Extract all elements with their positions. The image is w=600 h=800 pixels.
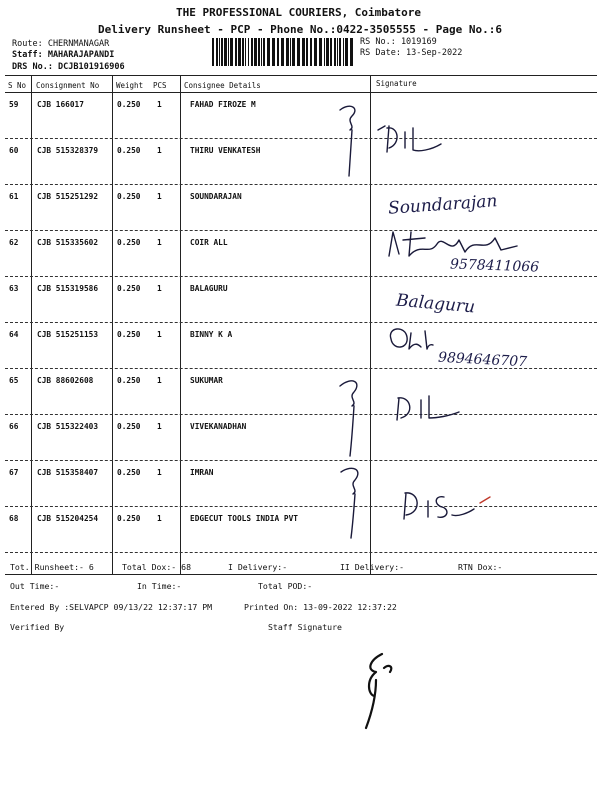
row-separator	[5, 552, 597, 553]
barcode-bar	[221, 38, 223, 66]
row-sno: 59	[9, 100, 19, 109]
row-consignee: THIRU VENKATESH	[190, 146, 261, 155]
row-separator	[5, 322, 597, 323]
row-pcs: 1	[157, 284, 162, 293]
row-consignee: SUKUMAR	[190, 376, 223, 385]
barcode-bar	[339, 38, 341, 66]
barcode-bar	[292, 38, 295, 66]
row-pcs: 1	[157, 514, 162, 523]
row-consignee: EDGECUT TOOLS INDIA PVT	[190, 514, 298, 523]
row-pcs: 1	[157, 146, 162, 155]
row-separator	[5, 184, 597, 185]
handwritten-phone-64: 9894646707	[437, 349, 528, 371]
barcode-bar	[245, 38, 246, 66]
row-sno: 67	[9, 468, 19, 477]
barcode-bar	[267, 38, 270, 66]
row-consignee: FAHAD FIROZE M	[190, 100, 256, 109]
col-header-signature: Signature	[376, 79, 417, 88]
barcode-bar	[251, 38, 253, 66]
ii-delivery: II Delivery:-	[340, 562, 405, 572]
handwritten-soundarajan: Soundarajan	[387, 191, 498, 219]
col-divider-2	[112, 75, 113, 575]
signature-initials-65	[393, 390, 463, 424]
printed-on: Printed On: 13-09-2022 12:37:22	[244, 602, 397, 612]
signature-scribble-65	[332, 374, 372, 460]
row-weight: 0.250	[117, 376, 141, 385]
row-consignment-no: CJB 515251292	[37, 192, 99, 201]
barcode-bar	[290, 38, 291, 66]
rs-date: RS Date: 13-Sep-2022	[360, 48, 463, 58]
row-consignee: BALAGURU	[190, 284, 228, 293]
barcode-bar	[314, 38, 317, 66]
row-pcs: 1	[157, 422, 162, 431]
barcode-bar	[277, 38, 279, 66]
row-separator	[5, 414, 597, 415]
barcode-bar	[263, 38, 265, 66]
entered-by: Entered By :SELVAPCP 09/13/22 12:37:17 PM	[10, 602, 213, 612]
col-header-consignment: Consignment No	[36, 81, 100, 90]
staff-signature-label: Staff Signature	[268, 622, 342, 632]
row-separator	[5, 138, 597, 139]
row-weight: 0.250	[117, 238, 141, 247]
row-weight: 0.250	[117, 330, 141, 339]
barcode-graphic	[212, 38, 354, 66]
row-sno: 65	[9, 376, 19, 385]
row-consignment-no: CJB 515251153	[37, 330, 99, 339]
row-consignment-no: CJB 515322403	[37, 422, 99, 431]
barcode-bar	[272, 38, 275, 66]
barcode-bar	[319, 38, 322, 66]
col-header-pcs: PCS	[153, 81, 167, 90]
barcode-bar	[224, 38, 227, 66]
row-weight: 0.250	[117, 146, 141, 155]
row-weight: 0.250	[117, 192, 141, 201]
staff-label: Staff: MAHARAJAPANDI	[12, 50, 115, 60]
row-weight: 0.250	[117, 284, 141, 293]
barcode-bar	[326, 38, 329, 66]
row-consignee: VIVEKANADHAN	[190, 422, 247, 431]
row-sno: 61	[9, 192, 19, 201]
row-weight: 0.250	[117, 100, 141, 109]
row-separator	[5, 460, 597, 461]
row-sno: 68	[9, 514, 19, 523]
row-consignment-no: CJB 515204254	[37, 514, 99, 523]
row-consignment-no: CJB 515335602	[37, 238, 99, 247]
barcode-bar	[343, 38, 344, 66]
table-bottom-border	[5, 574, 597, 575]
barcode-bar	[281, 38, 284, 66]
row-pcs: 1	[157, 468, 162, 477]
barcode-bar	[306, 38, 308, 66]
signature-coir-all	[385, 226, 525, 260]
barcode-bar	[230, 38, 233, 66]
row-pcs: 1	[157, 330, 162, 339]
signature-binny	[385, 323, 435, 355]
total-pod: Total POD:-	[258, 581, 313, 591]
barcode-bar	[242, 38, 244, 66]
signature-initials-60	[375, 118, 445, 158]
row-pcs: 1	[157, 376, 162, 385]
barcode-bar	[212, 38, 214, 66]
barcode-bar	[297, 38, 300, 66]
out-time: Out Time:-	[10, 581, 60, 591]
barcode-bar	[286, 38, 289, 66]
signature-scribble-67	[333, 462, 373, 542]
row-consignee: IMRAN	[190, 468, 214, 477]
route-label: Route: CHERNMANAGAR	[12, 39, 110, 49]
col-header-sno: S No	[8, 81, 27, 90]
barcode-bar	[345, 38, 348, 66]
col-divider-1	[31, 75, 32, 575]
company-title: THE PROFESSIONAL COURIERS, Coimbatore	[176, 6, 422, 19]
row-sno: 63	[9, 284, 19, 293]
row-sno: 62	[9, 238, 19, 247]
col-header-weight: Weight	[116, 81, 144, 90]
col-header-consignee: Consignee Details	[184, 81, 261, 90]
row-consignment-no: CJB 515319586	[37, 284, 99, 293]
barcode-bar	[334, 38, 336, 66]
col-divider-3	[180, 75, 181, 575]
barcode	[212, 38, 354, 66]
row-consignment-no: CJB 166017	[37, 100, 84, 109]
i-delivery: I Delivery:-	[228, 562, 288, 572]
row-sno: 60	[9, 146, 19, 155]
barcode-bar	[261, 38, 262, 66]
signature-initials-67	[398, 487, 498, 523]
row-consignee: SOUNDARAJAN	[190, 192, 242, 201]
barcode-bar	[310, 38, 312, 66]
table-top-border	[5, 75, 597, 76]
row-consignee: BINNY K A	[190, 330, 233, 339]
row-weight: 0.250	[117, 514, 141, 523]
row-consignee: COIR ALL	[190, 238, 228, 247]
verified-by: Verified By	[10, 622, 65, 632]
staff-signature	[360, 650, 400, 730]
barcode-bar	[228, 38, 229, 66]
row-separator	[5, 276, 597, 277]
barcode-bar	[216, 38, 218, 66]
barcode-bar	[324, 38, 325, 66]
total-runsheet: Tot. Runsheet:- 6	[10, 562, 94, 572]
row-sno: 66	[9, 422, 19, 431]
row-weight: 0.250	[117, 422, 141, 431]
row-sno: 64	[9, 330, 19, 339]
signature-scribble-59	[330, 100, 370, 180]
handwritten-phone-62: 9578411066	[449, 256, 540, 276]
in-time: In Time:-	[137, 581, 182, 591]
barcode-bar	[235, 38, 237, 66]
barcode-bar	[219, 38, 220, 66]
row-consignment-no: CJB 515358407	[37, 468, 99, 477]
row-consignment-no: CJB 88602608	[37, 376, 94, 385]
barcode-bar	[258, 38, 260, 66]
barcode-bar	[248, 38, 249, 66]
row-consignment-no: CJB 515328379	[37, 146, 99, 155]
rs-number: RS No.: 1019169	[360, 37, 437, 47]
drs-number: DRS No.: DCJB101916906	[12, 62, 125, 72]
barcode-bar	[350, 38, 353, 66]
handwritten-balaguru: Balaguru	[395, 290, 476, 318]
table-header-border	[5, 92, 597, 93]
row-weight: 0.250	[117, 468, 141, 477]
barcode-bar	[330, 38, 332, 66]
barcode-bar	[254, 38, 257, 66]
row-separator	[5, 506, 597, 507]
rtn-dox: RTN Dox:-	[458, 562, 503, 572]
row-pcs: 1	[157, 100, 162, 109]
barcode-bar	[238, 38, 241, 66]
barcode-bar	[302, 38, 305, 66]
barcode-bar	[337, 38, 338, 66]
row-pcs: 1	[157, 238, 162, 247]
row-pcs: 1	[157, 192, 162, 201]
total-dox: Total Dox:- 68	[122, 562, 192, 572]
runsheet-subtitle: Delivery Runsheet - PCP - Phone No.:0422-3505555 - Page No.:6	[98, 23, 502, 36]
